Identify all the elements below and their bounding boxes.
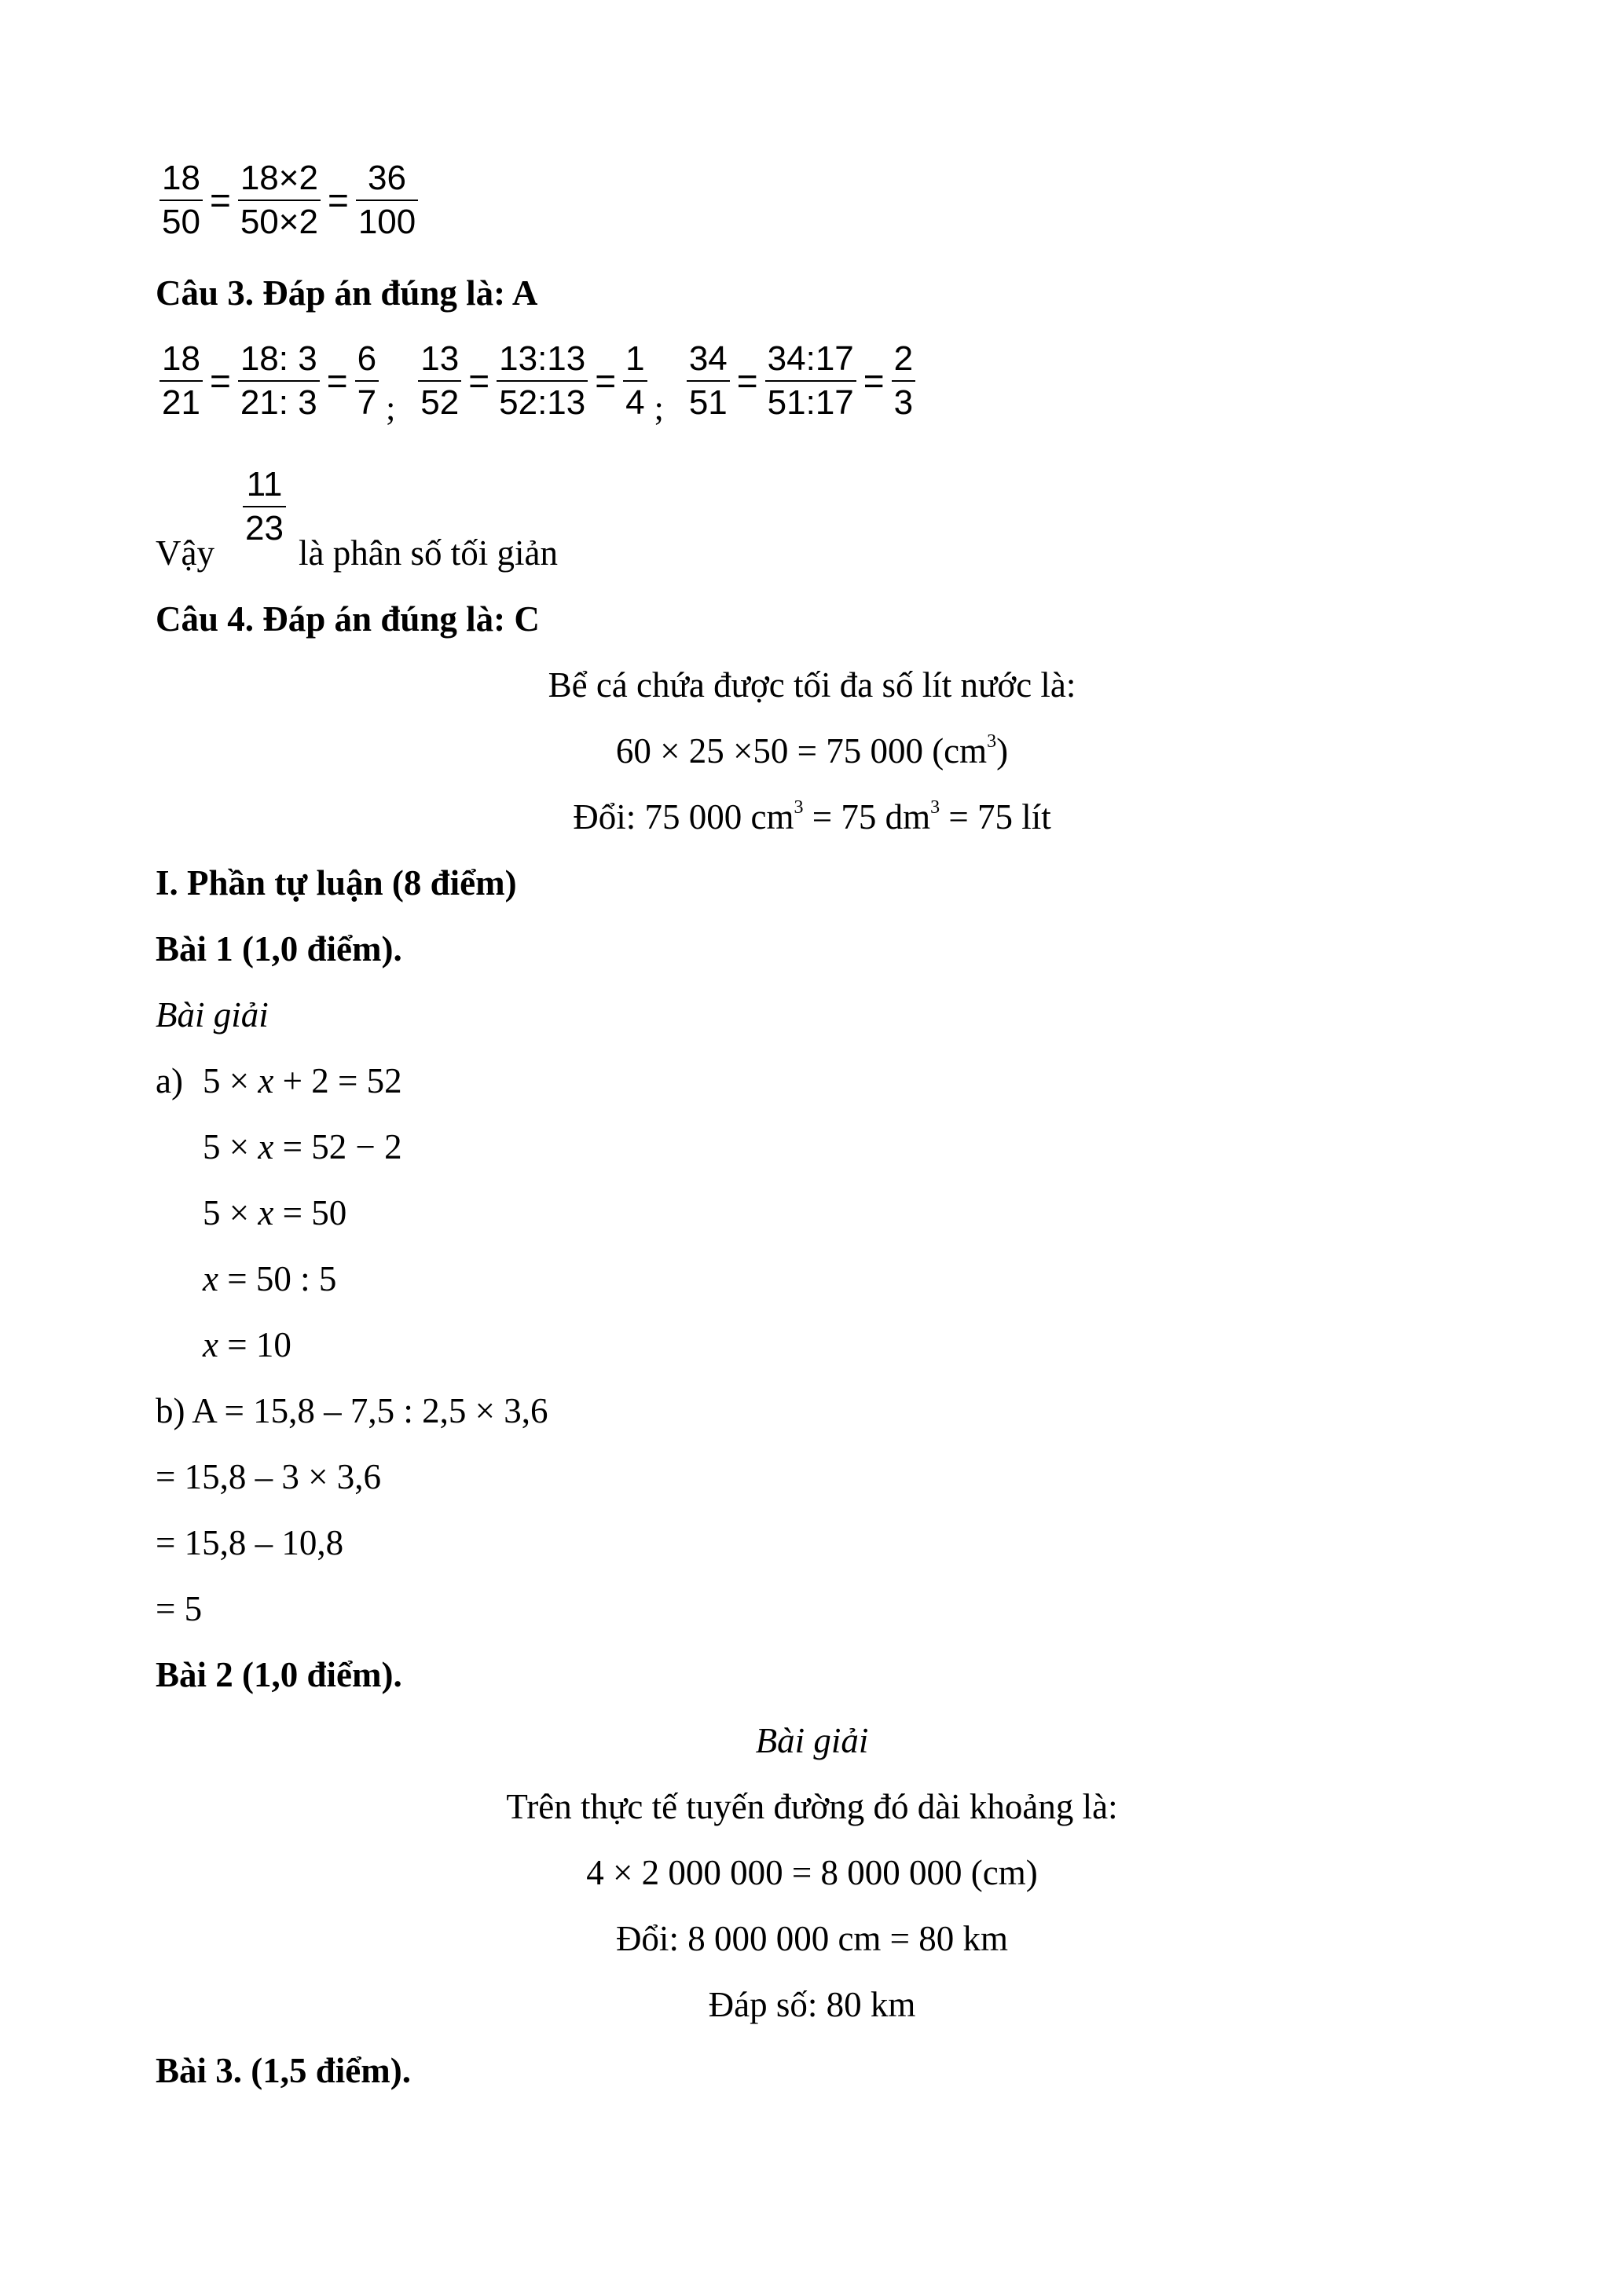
separator: ; (386, 389, 396, 427)
variable: x (258, 1127, 274, 1166)
variable: x (258, 1193, 274, 1232)
text: = 10 (218, 1325, 291, 1364)
numerator: 18: 3 (240, 339, 317, 378)
cau4-line-1: Bể cá chứa được tối đa số lít nước là: (548, 665, 1076, 705)
text: 5 × (203, 1193, 258, 1232)
variable: x (203, 1259, 218, 1298)
separator: ; (654, 389, 664, 427)
cau3-conclusion-suffix: là phân số tối giản (299, 533, 558, 573)
fraction (355, 338, 379, 424)
bai2-solution-label: Bài giải (755, 1721, 869, 1760)
denominator: 52 (418, 380, 461, 424)
fraction (687, 338, 730, 424)
numerator: 34 (688, 339, 728, 378)
cau4-line-3 (0, 795, 1624, 839)
text: 5 × (203, 1127, 258, 1166)
numerator: 36 (368, 159, 406, 197)
numerator: 34:17 (767, 339, 854, 378)
fraction (497, 338, 588, 424)
equals-sign: = (209, 361, 231, 401)
denominator: 7 (355, 380, 379, 424)
bai1-b-line: = 15,8 – 10,8 (156, 1523, 344, 1562)
cau3-heading: Câu 3. Đáp án đúng là: A (156, 273, 538, 313)
bai1-a-line (203, 1191, 346, 1235)
denominator: 23 (243, 506, 286, 550)
cau4-heading: Câu 4. Đáp án đúng là: C (156, 599, 540, 639)
cau4-line-2 (0, 729, 1624, 773)
equals-sign: = (595, 361, 617, 401)
denominator: 50×2 (238, 200, 321, 244)
bai1-b-line: b) A = 15,8 – 7,5 : 2,5 × 3,6 (156, 1391, 548, 1430)
bai3-heading: Bài 3. (1,5 điểm). (156, 2051, 411, 2090)
variable: x (258, 1061, 274, 1100)
bai2-line: Trên thực tế tuyến đường đó dài khoảng là: (506, 1787, 1118, 1826)
fraction (418, 338, 461, 424)
bai1-a-line (203, 1323, 291, 1367)
numerator: 18 (162, 159, 200, 197)
bai2-line: Đổi: 8 000 000 cm = 80 km (615, 1919, 1009, 1958)
text: 60 × 25 ×50 = 75 000 (cm (615, 731, 988, 771)
text: = 50 (273, 1193, 347, 1232)
numerator: 13:13 (499, 339, 586, 378)
numerator: 18 (162, 339, 200, 378)
bai1-a-line (203, 1059, 402, 1103)
bai2-answer: Đáp số: 80 km (708, 1985, 916, 2024)
bai1-heading: Bài 1 (1,0 điểm). (156, 929, 402, 969)
fraction (356, 157, 418, 244)
bai1-a-line (203, 1125, 402, 1169)
equals-sign: = (468, 361, 490, 401)
equals-sign: = (326, 361, 348, 401)
denominator: 51 (687, 380, 730, 424)
fraction (243, 463, 286, 550)
text: Đổi: 75 000 cm (573, 797, 794, 837)
fraction (159, 157, 203, 244)
numerator: 13 (420, 339, 460, 378)
denominator: 4 (623, 380, 647, 424)
text: + 2 = 52 (273, 1061, 402, 1100)
cau3-conclusion-prefix: Vậy (156, 533, 214, 573)
bai1-a-line (203, 1257, 336, 1301)
numerator: 6 (357, 339, 377, 378)
superscript: 3 (987, 731, 997, 752)
bai2-heading: Bài 2 (1,0 điểm). (156, 1655, 402, 1694)
bai2-line: 4 × 2 000 000 = 8 000 000 (cm) (586, 1853, 1038, 1892)
numerator: 2 (893, 339, 914, 378)
fraction (238, 338, 320, 424)
bai1-solution-label: Bài giải (156, 995, 269, 1034)
bai1-b-line: = 5 (156, 1589, 203, 1628)
fraction (892, 338, 915, 424)
denominator: 21 (159, 380, 203, 424)
denominator: 51:17 (765, 380, 856, 424)
equals-sign: = (327, 180, 349, 221)
numerator: 11 (246, 465, 283, 504)
superscript: 3 (794, 797, 804, 818)
fraction-equation-top (157, 157, 420, 244)
text: ) (996, 731, 1009, 771)
text: = 75 lít (940, 797, 1051, 837)
variable: x (203, 1325, 218, 1364)
denominator: 3 (892, 380, 915, 424)
fraction (623, 338, 647, 424)
text: = 52 − 2 (273, 1127, 402, 1166)
equals-sign: = (863, 361, 885, 401)
bai1-a-label: a) (156, 1061, 183, 1100)
superscript: 3 (930, 797, 940, 818)
text: = 50 : 5 (218, 1259, 337, 1298)
denominator: 100 (356, 200, 418, 244)
fraction (159, 338, 203, 424)
fraction (765, 338, 856, 424)
text: 5 × (203, 1061, 258, 1100)
text: = 75 dm (803, 797, 931, 837)
bai1-b-line: = 15,8 – 3 × 3,6 (156, 1457, 382, 1496)
denominator: 50 (159, 200, 203, 244)
numerator: 18×2 (240, 159, 318, 197)
conclusion-fraction (240, 463, 288, 550)
fraction (238, 157, 321, 244)
equals-sign: = (736, 361, 758, 401)
part2-heading: I. Phần tự luận (8 điểm) (156, 863, 517, 903)
denominator: 21: 3 (238, 380, 320, 424)
numerator: 1 (625, 339, 645, 378)
equals-sign: = (209, 180, 231, 221)
cau3-fraction-equations (157, 338, 918, 427)
denominator: 52:13 (497, 380, 588, 424)
